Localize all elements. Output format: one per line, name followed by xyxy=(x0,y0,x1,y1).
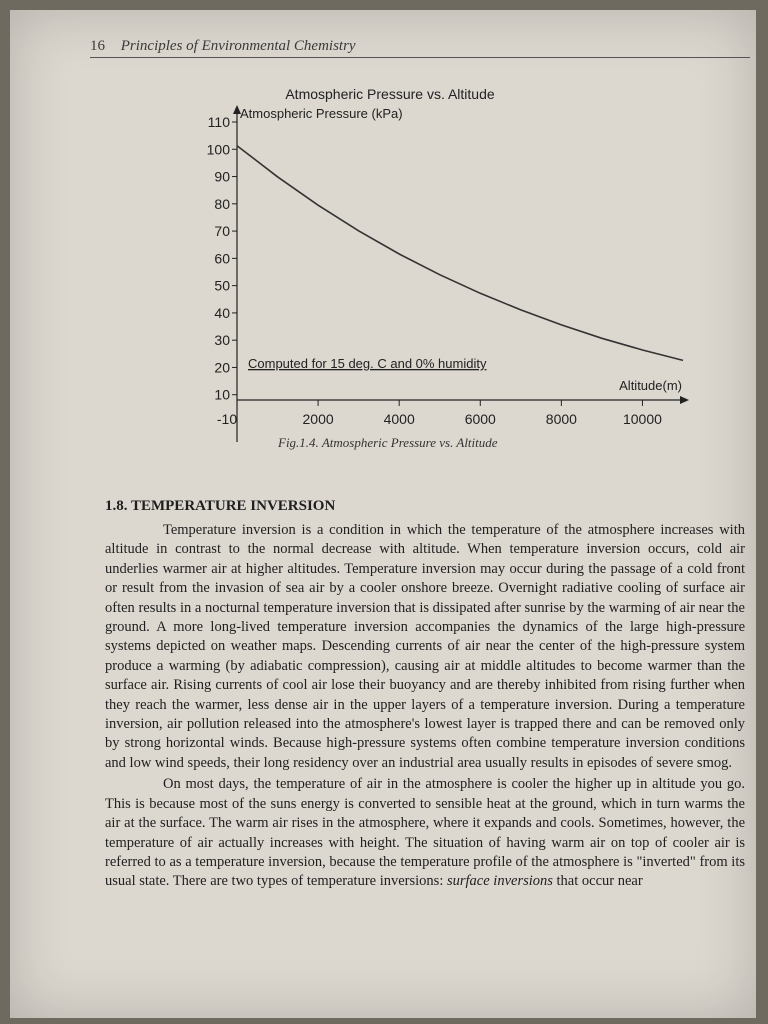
pressure-altitude-chart xyxy=(175,72,695,452)
paragraph-2-emphasis: surface inversions xyxy=(446,873,553,890)
x-axis-arrow xyxy=(680,396,689,404)
chart-annotation: Computed for 15 deg. C and 0% humidity xyxy=(248,356,487,371)
y-tick-label: 40 xyxy=(214,304,230,321)
x-tick-label: 2000 xyxy=(302,411,334,427)
page-number: 16 xyxy=(90,38,105,54)
x-tick-label: 4000 xyxy=(383,411,415,427)
paragraph-1: Temperature inversion is a condition in which the temperature of the atmosphere increases with altitude in contrast to the normal decrease with altitude. When temperature inversion occurs, cold air underlies warmer air at higher altitudes. Temperature inversion may occur during the passage of a cold front or result from the invasion of sea air by a cooler onshore breeze. Overnight radiative cooling of surface air often results in a nocturnal temperature inversion that is dissipated after sunrise by the warming of air near the ground. A more long-lived temperature inversion accompanies the dynamics of the large high-pressure systems depicted on weather maps. Descending currents of air near the center of the high-pressure system produce a warming (by adiabatic compression), causing air at middle altitudes to become warmer than the surface air. Rising currents of cool air lose their buoyancy and are thereby inhibited from rising further when they reach the warmer, less dense air in the upper layers of a temperature inversion. During a temperature inversion, air pollution released into the atmosphere's lowest layer is trapped there and can be removed only by strong horizontal winds. Because high-pressure systems often combine temperature inversion conditions and low wind speeds, their long residency over an industrial area usually results in episodes of severe smog. xyxy=(105,522,745,771)
x-tick-label: 6000 xyxy=(464,411,496,427)
section-heading: 1.8. TEMPERATURE INVERSION xyxy=(105,498,336,514)
y-tick-label: 110 xyxy=(207,114,230,130)
pressure-curve xyxy=(237,146,683,361)
chart-title: Atmospheric Pressure vs. Altitude xyxy=(285,86,495,102)
y-tick-label: 90 xyxy=(214,168,230,185)
book-page xyxy=(10,10,756,1018)
y-tick-label: 60 xyxy=(214,250,230,267)
x-axis-label: Altitude(m) xyxy=(619,378,682,393)
y-tick-label: 10 xyxy=(214,386,230,403)
paragraph-2-tail: that occur near xyxy=(552,873,643,890)
temperature-inversion-section xyxy=(105,498,745,892)
paragraph-2 xyxy=(105,775,745,891)
y-axis-label: Atmospheric Pressure (kPa) xyxy=(240,106,403,121)
x-tick-label: 10000 xyxy=(622,411,662,427)
y-tick-label: 20 xyxy=(214,359,230,376)
y-tick-label: 30 xyxy=(214,332,230,349)
chart-svg xyxy=(175,72,695,452)
x-tick-label: -10 xyxy=(216,411,238,427)
y-ticks xyxy=(207,114,237,403)
paragraph-2-text: On most days, the temperature of air in the atmosphere is cooler the higher up in altitude you go. This is because most of the suns energy is converted to sensible heat at the ground, which in turn warms the air at the surface. The warm air rises in the atmosphere, where it expands and cools. Sometimes, however, the temperature of air actually increases with height. The situation of having warm air on top of cooler air is referred to as a temperature inversion, because the temperature profile of the atmosphere is "inverted" from its usual state. There are two types of temperature inversions: xyxy=(105,776,745,890)
y-tick-label: 50 xyxy=(214,277,230,294)
running-header xyxy=(90,38,750,58)
y-tick-label: 100 xyxy=(206,141,230,158)
y-tick-label: 80 xyxy=(214,195,230,212)
book-title: Principles of Environmental Chemistry xyxy=(120,38,356,54)
x-ticks xyxy=(217,400,662,427)
figure-caption: Fig.1.4. Atmospheric Pressure vs. Altitude xyxy=(278,435,498,450)
x-tick-label: 8000 xyxy=(545,411,577,427)
y-tick-label: 70 xyxy=(214,223,230,240)
